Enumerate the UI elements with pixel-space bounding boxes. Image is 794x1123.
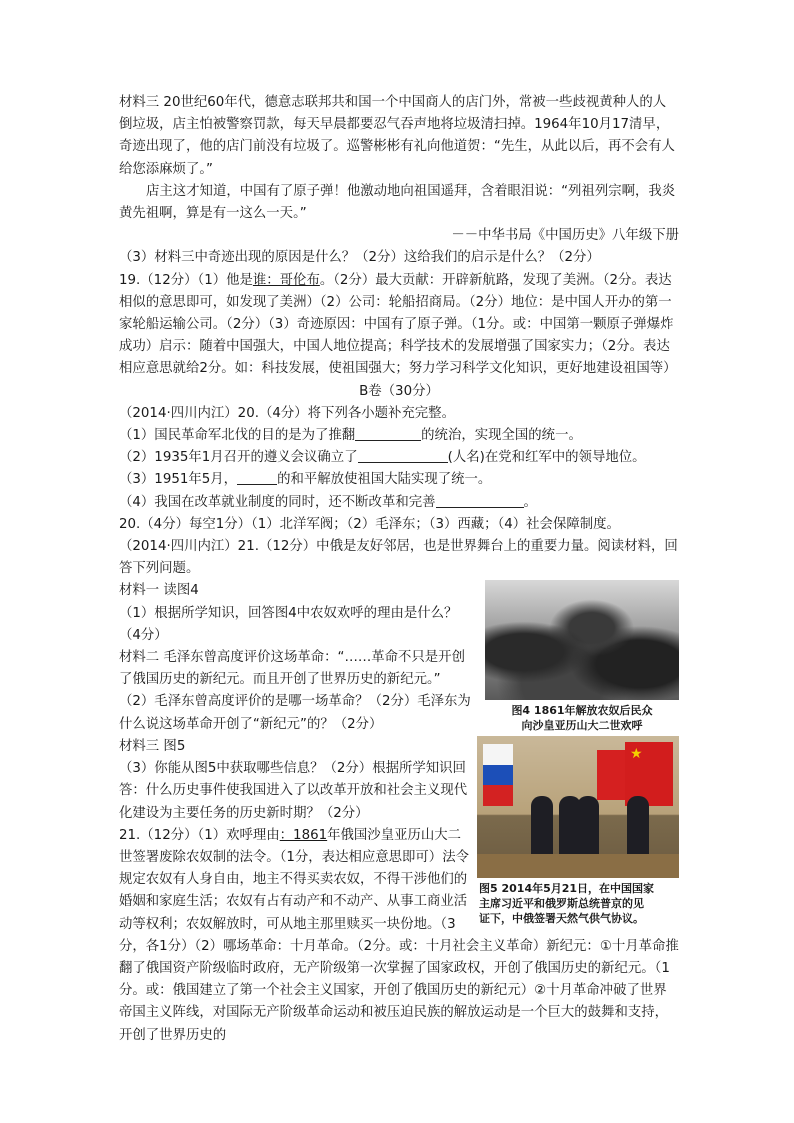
- item-2-post: (人名)在党和红军中的领导地位。: [447, 450, 646, 466]
- question-21-3: （3）你能从图5中获取哪些信息？（2分）根据所学知识回答：什么历史事件使我国进入了以改革开放和社会主义现代化建设为主要任务的历史新时期？（2分）: [119, 761, 468, 821]
- person-figure: [531, 796, 553, 856]
- answer-21-rest: 年俄国沙皇亚历山大二世签署废除农奴制的法令。（1分，表达相应意思即可）法令规定农奴有人身自由，地主不得买卖农奴，不得干涉他们的婚姻和家庭生活；农奴有占有动产和不动产、从事工商业活动等权利；农奴解放时，可从地主那里赎买一块份地。（3分，各1分）（2）哪场革命：十月革命。（2分。或：十月社会主义革命）新纪元：①十月革命推翻了俄国资产阶级临时政府，无产阶级第一次掌握了国家政权，开创了俄国历史的新纪元。（1分。或：俄国建立了第一个社会主义国家，开创了俄国历史的新纪元）②十月革命冲破了世界帝国主义阵线，对国际无产阶级革命运动和被压迫民族的解放运动是一个巨大的鼓舞和支持，开创了世界历史的: [119, 827, 679, 1043]
- item-4-post: 。: [523, 494, 537, 510]
- question-20-item-2: [119, 447, 679, 469]
- answer-19: [119, 270, 679, 381]
- question-21-intro: （2014·四川内江）21.（12分）中俄是友好邻居，也是世界舞台上的重要力量。阅读材料，回答下列问题。: [119, 539, 678, 577]
- item-3-post: 的和平解放使祖国大陆实现了统一。: [277, 472, 492, 488]
- answer-21-underlined: ：1861: [279, 827, 328, 843]
- answer-20: 20.（4分）每空1分）（1）北洋军阀；（2）毛泽东；（3）西藏；（4）社会保障制度。: [119, 516, 620, 532]
- figure-5-caption: [477, 881, 679, 926]
- question-20-item-4: [119, 492, 679, 514]
- figure-4-image: [485, 580, 679, 700]
- figure-4-caption-line-1: 图4 1861年解放农奴后民众: [511, 704, 653, 718]
- fill-blank[interactable]: [436, 493, 524, 508]
- fill-blank[interactable]: [237, 470, 277, 485]
- figure-5-image: [477, 736, 679, 878]
- figure-5-caption-line-1: 图5 2014年5月21日，在中国国家: [479, 881, 655, 895]
- star-icon: ★: [630, 745, 643, 762]
- answer-19-underlined: 谁：哥伦布: [252, 272, 320, 288]
- fill-blank[interactable]: [358, 448, 448, 463]
- fill-blank[interactable]: [355, 426, 421, 441]
- person-figure: [577, 796, 599, 856]
- material3-source: －－中华书局《中国历史》八年级下册: [451, 228, 679, 244]
- item-2-pre: （2）1935年1月召开的遵义会议确立了: [119, 450, 358, 466]
- figure-4-caption: [485, 703, 679, 733]
- question-3: （3）材料三中奇迹出现的原因是什么？（2分）这给我们的启示是什么？（2分）: [119, 250, 600, 266]
- person-figure: [627, 796, 649, 856]
- question-21-1: （1）根据所学知识，回答图4中农奴欢呼的理由是什么？（4分）: [119, 605, 458, 643]
- material-3-fig: 材料三 图5: [119, 738, 186, 754]
- item-1-pre: （1）国民革命军北伐的目的是为了推翻: [119, 428, 356, 444]
- signing-table: [477, 854, 679, 878]
- figure-5-caption-line-3: 证下，中俄签署天然气供气协议。: [479, 911, 644, 925]
- figure-4: [485, 580, 679, 733]
- question-21-2: （2）毛泽东曾高度评价的是哪一场革命？（2分）毛泽东为什么说这场革命开创了“新纪元”的？（2分）: [119, 694, 471, 732]
- russia-flag-icon: [483, 744, 513, 806]
- item-3-pre: （3）1951年5月，: [119, 472, 238, 488]
- item-1-post: 的统治，实现全国的统一。: [421, 428, 582, 444]
- answer-21-pre: 21.（12分）（1）欢呼理由: [119, 827, 280, 843]
- question-20-intro: （2014·四川内江）20.（4分）将下列各小题补充完整。: [119, 405, 455, 421]
- material3-paragraph-2: 店主这才知道，中国有了原子弹！他激动地向祖国遥拜，含着眼泪说：“列祖列宗啊，我炎黄先祖啊，算是有一这么一天。”: [119, 183, 676, 222]
- section-b-heading: B卷（30分）: [359, 383, 439, 399]
- figure-5-caption-line-2: 主席习近平和俄罗斯总统普京的见: [479, 896, 644, 910]
- figure-5: [477, 736, 679, 926]
- question-20-item-1: [119, 425, 679, 447]
- item-4-pre: （4）我国在改革就业制度的同时，还不断改革和完善: [119, 494, 436, 510]
- document-page: [119, 92, 679, 1047]
- material-1: 材料一 读图4: [119, 583, 199, 599]
- question-20-item-3: [119, 469, 679, 491]
- answer-19-post: 。（2分）最大贡献：开辟新航路，发现了美洲。（2分。表达相似的意思即可，如发现了美洲）（2）公司：轮船招商局。（2分）地位：是中国人开办的第一家轮船运输公司。（2分）（3）奇迹原因：中国有了原子弹。（1分。或：中国第一颗原子弹爆炸成功）启示：随着中国强大，中国人地位提高；科学技术的发展增强了国家实力；（2分。表达相应意思就给2分。如：科技发展，使祖国强大；努力学习科学文化知识，更好地建设祖国等）: [119, 272, 677, 377]
- material-2: 材料二 毛泽东曾高度评价这场革命：“……革命不只是开创了俄国历史的新纪元。而且开创了世界历史的新纪元。”: [119, 650, 465, 688]
- material3-paragraph: 材料三 20世纪60年代，德意志联邦共和国一个中国商人的店门外，常被一些歧视黄种人的人倒垃圾，店主怕被警察罚款，每天早晨都要忍气吞声地将垃圾清扫掉。1964年10月17清早，奇迹出现了，他的店门前没有垃圾了。巡警彬彬有礼向他道贺：“先生，从此以后，再不会有人给您添麻烦了。”: [119, 95, 675, 177]
- figure-4-caption-line-2: 向沙皇亚历山大二世欢呼: [521, 719, 643, 733]
- answer-19-pre: 19.（12分）（1）他是: [119, 272, 253, 288]
